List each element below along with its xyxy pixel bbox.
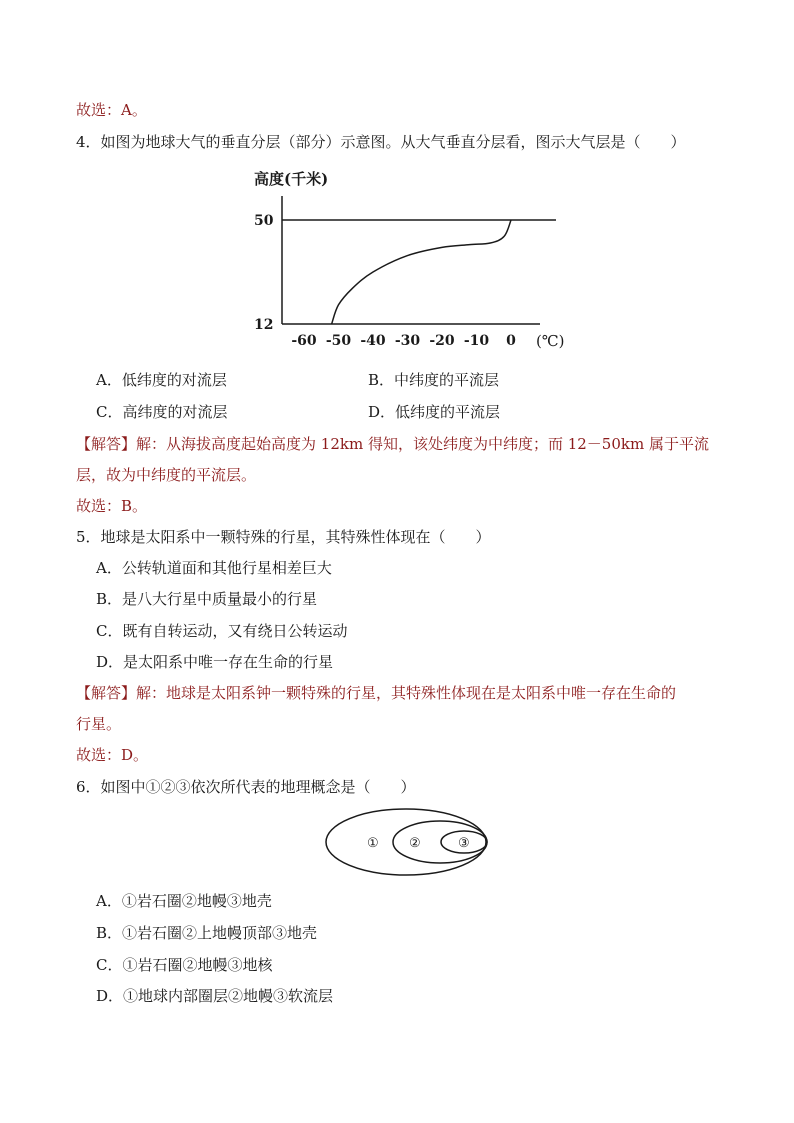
x-tick-label: -50 bbox=[325, 333, 352, 349]
temperature-curve bbox=[332, 220, 511, 324]
middle-ellipse bbox=[393, 821, 487, 863]
x-tick-label: -40 bbox=[360, 333, 386, 349]
x-tick-label: 0 bbox=[506, 333, 516, 349]
q5-option-a: A．公转轨道面和其他行星相差巨大 bbox=[96, 559, 332, 577]
label-2: ② bbox=[409, 836, 421, 851]
q4-answer-line-1: 【解答】解：从海拔高度起始高度为 12km 得知，该处纬度为中纬度；而 12－50km 属于平流 bbox=[76, 435, 709, 453]
q5-final-answer: 故选：D。 bbox=[76, 746, 149, 764]
q6-option-a: A．①岩石圈②地幔③地壳 bbox=[96, 892, 272, 910]
q5-option-c: C．既有自转运动，又有绕日公转运动 bbox=[96, 622, 348, 640]
q4-final-answer: 故选：B。 bbox=[76, 497, 148, 515]
x-tick-label: -20 bbox=[429, 333, 455, 349]
q6-option-c: C．①岩石圈②地幔③地核 bbox=[96, 956, 273, 974]
q6-option-d: D．①地球内部圈层②地幔③软流层 bbox=[96, 987, 334, 1005]
temperature-altitude-chart bbox=[240, 162, 580, 362]
q4-option-c: C．高纬度的对流层 bbox=[96, 403, 228, 421]
q4-option-d: D．低纬度的平流层 bbox=[368, 403, 501, 421]
q4-option-a: A．低纬度的对流层 bbox=[96, 371, 227, 389]
y-axis-label: 高度(千米) bbox=[254, 170, 329, 188]
x-tick-label: -30 bbox=[394, 333, 421, 349]
q5-option-b: B．是八大行星中质量最小的行星 bbox=[96, 590, 318, 608]
nested-layers-diagram bbox=[320, 805, 495, 880]
label-1: ① bbox=[367, 836, 379, 851]
y-tick-label: 12 bbox=[254, 317, 274, 333]
question-4: 4．如图为地球大气的垂直分层（部分）示意图。从大气垂直分层看，图示大气层是（ ） bbox=[76, 133, 686, 151]
prev-answer: 故选：A。 bbox=[76, 101, 147, 119]
q5-option-d: D．是太阳系中唯一存在生命的行星 bbox=[96, 653, 334, 671]
x-axis-unit: (℃) bbox=[536, 332, 565, 350]
q4-answer-line-2: 层，故为中纬度的平流层。 bbox=[76, 466, 257, 484]
q5-answer-line-2: 行星。 bbox=[76, 715, 122, 733]
label-3: ③ bbox=[458, 836, 470, 851]
x-tick-label: -60 bbox=[291, 333, 317, 349]
q4-option-b: B．中纬度的平流层 bbox=[368, 371, 500, 389]
question-5: 5．地球是太阳系中一颗特殊的行星，其特殊性体现在（ ） bbox=[76, 528, 491, 546]
question-6: 6．如图中①②③依次所代表的地理概念是（ ） bbox=[76, 778, 416, 796]
q5-answer-line-1: 【解答】解：地球是太阳系钟一颗特殊的行星，其特殊性体现在是太阳系中唯一存在生命的 bbox=[76, 684, 677, 702]
y-tick-label: 50 bbox=[254, 213, 274, 229]
x-tick-label: -10 bbox=[463, 333, 490, 349]
q6-option-b: B．①岩石圈②上地幔顶部③地壳 bbox=[96, 924, 318, 942]
